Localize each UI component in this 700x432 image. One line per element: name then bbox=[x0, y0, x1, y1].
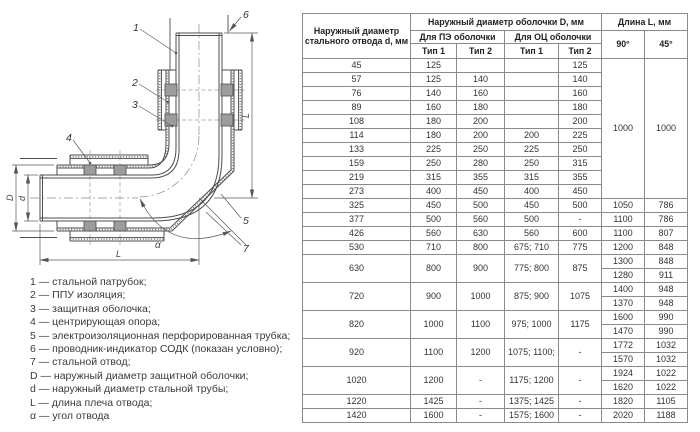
dim-L-horizontal-label: L bbox=[116, 249, 122, 259]
header-90deg: 90° bbox=[602, 31, 645, 59]
callout-7-label: 7 bbox=[243, 243, 249, 255]
table-cell: 1200 bbox=[411, 367, 457, 395]
table-cell: 920 bbox=[303, 339, 411, 367]
table-cell: 1220 bbox=[303, 395, 411, 409]
table-cell: 76 bbox=[303, 87, 411, 101]
callout-2-label: 2 bbox=[132, 77, 138, 89]
legend-item: d — наружный диаметр стальной трубы; bbox=[30, 383, 229, 396]
header-oc-casing: Для ОЦ оболочки bbox=[505, 31, 602, 44]
table-cell: 125 bbox=[559, 59, 602, 73]
header-oc-type2: Тип 2 bbox=[559, 44, 602, 59]
table-row bbox=[303, 283, 688, 297]
table-cell: 786 bbox=[645, 213, 688, 227]
table-cell: 325 bbox=[303, 199, 411, 213]
table-cell: 875; 900 bbox=[505, 283, 559, 311]
table-cell: 159 bbox=[303, 157, 411, 171]
table-cell: 57 bbox=[303, 73, 411, 87]
table-cell: 720 bbox=[303, 283, 411, 311]
table-cell: 500 bbox=[505, 213, 559, 227]
table-cell: 1020 bbox=[303, 367, 411, 395]
table-cell: 911 bbox=[645, 269, 688, 283]
table-cell: 180 bbox=[411, 115, 457, 129]
table-cell: 315 bbox=[559, 157, 602, 171]
table-cell: 948 bbox=[645, 297, 688, 311]
table-row bbox=[303, 409, 688, 423]
table-cell bbox=[505, 59, 559, 73]
table-cell: 45 bbox=[303, 59, 411, 73]
table-cell: 450 bbox=[505, 199, 559, 213]
table-cell bbox=[505, 101, 559, 115]
table-cell: 630 bbox=[303, 255, 411, 283]
table-cell: 200 bbox=[559, 115, 602, 129]
table-cell: 355 bbox=[559, 171, 602, 185]
table-cell: - bbox=[559, 395, 602, 409]
table-cell: 225 bbox=[411, 143, 457, 157]
table-cell: 820 bbox=[303, 311, 411, 339]
table-cell: 1575; 1600 bbox=[505, 409, 559, 423]
table-cell: 140 bbox=[457, 73, 505, 87]
table-cell: 140 bbox=[559, 73, 602, 87]
table-cell: 1175 bbox=[559, 311, 602, 339]
table-cell: - bbox=[559, 213, 602, 227]
table-cell: 1420 bbox=[303, 409, 411, 423]
table-cell: - bbox=[559, 339, 602, 367]
table-cell: 315 bbox=[411, 171, 457, 185]
header-length-group: Длина L, мм bbox=[602, 14, 688, 31]
table-cell: 786 bbox=[645, 199, 688, 213]
table-row bbox=[303, 367, 688, 381]
table-cell: 125 bbox=[411, 73, 457, 87]
table-cell: 560 bbox=[411, 227, 457, 241]
table-cell: 800 bbox=[411, 255, 457, 283]
table-cell: 200 bbox=[505, 129, 559, 143]
elbow-diagram bbox=[0, 0, 300, 270]
table-cell: - bbox=[559, 367, 602, 395]
table-cell: 848 bbox=[645, 241, 688, 255]
legend-item: 6 — проводник-индикатор СОДК (показан условно); bbox=[30, 343, 283, 356]
table-cell: 1000 bbox=[602, 59, 645, 199]
table-row bbox=[303, 395, 688, 409]
table-cell: 1772 bbox=[602, 339, 645, 353]
table-row bbox=[303, 59, 688, 73]
legend-item: L — длина плеча отвода; bbox=[30, 396, 153, 409]
table-cell: 1000 bbox=[411, 311, 457, 339]
table-cell: 1400 bbox=[602, 283, 645, 297]
header-pe-type2: Тип 2 bbox=[457, 44, 505, 59]
table-cell: 1032 bbox=[645, 353, 688, 367]
table-cell: - bbox=[457, 395, 505, 409]
table-cell: 133 bbox=[303, 143, 411, 157]
table-cell: 630 bbox=[457, 227, 505, 241]
legend-item: 3 — защитная оболочка; bbox=[30, 302, 151, 315]
steel-pipe bbox=[40, 33, 222, 221]
table-cell: 1200 bbox=[602, 241, 645, 255]
table-cell: 450 bbox=[559, 185, 602, 199]
table-cell: 250 bbox=[457, 143, 505, 157]
dimension-lines bbox=[12, 33, 258, 265]
dim-D-label: D bbox=[5, 194, 15, 201]
table-cell: 1000 bbox=[645, 59, 688, 199]
table-cell: 400 bbox=[411, 185, 457, 199]
table-cell: 250 bbox=[559, 143, 602, 157]
table-row bbox=[303, 213, 688, 227]
table-row bbox=[303, 227, 688, 241]
table-cell: 355 bbox=[457, 171, 505, 185]
table-cell: 1100 bbox=[602, 227, 645, 241]
table-cell: 250 bbox=[505, 157, 559, 171]
table-cell: 180 bbox=[559, 101, 602, 115]
table-cell: 675; 710 bbox=[505, 241, 559, 255]
table-cell: 990 bbox=[645, 311, 688, 325]
table-row bbox=[303, 311, 688, 325]
table-cell: 1600 bbox=[411, 409, 457, 423]
header-pe-type1: Тип 1 bbox=[411, 44, 457, 59]
table-cell: 1375; 1425 bbox=[505, 395, 559, 409]
callout-6-label: 6 bbox=[243, 9, 249, 21]
table-row bbox=[303, 241, 688, 255]
table-cell bbox=[505, 115, 559, 129]
table-cell: 315 bbox=[505, 171, 559, 185]
table-cell: 1570 bbox=[602, 353, 645, 367]
table-cell: 1188 bbox=[645, 409, 688, 423]
legend-item: 7 — стальной отвод; bbox=[30, 356, 131, 369]
table-cell: 377 bbox=[303, 213, 411, 227]
table-cell: 2020 bbox=[602, 409, 645, 423]
table-cell: 280 bbox=[457, 157, 505, 171]
table-cell: 114 bbox=[303, 129, 411, 143]
table-cell bbox=[457, 59, 505, 73]
table-cell: 775 bbox=[559, 241, 602, 255]
table-row bbox=[303, 199, 688, 213]
table-cell bbox=[505, 87, 559, 101]
table-cell: - bbox=[457, 367, 505, 395]
table-cell: 1620 bbox=[602, 381, 645, 395]
dim-L-vertical-label: L bbox=[241, 112, 251, 118]
table-cell: 500 bbox=[411, 213, 457, 227]
legend-item: α — угол отвода bbox=[30, 410, 110, 423]
table-cell: 500 bbox=[559, 199, 602, 213]
table-cell: 560 bbox=[457, 213, 505, 227]
sodk-wires bbox=[20, 15, 228, 238]
table-cell: 160 bbox=[559, 87, 602, 101]
table-cell: 250 bbox=[411, 157, 457, 171]
table-cell: 530 bbox=[303, 241, 411, 255]
legend bbox=[30, 276, 298, 423]
table-body bbox=[303, 59, 688, 423]
table-cell: - bbox=[457, 409, 505, 423]
table-cell: 1075; 1100; bbox=[505, 339, 559, 367]
table-cell: 1075 bbox=[559, 283, 602, 311]
table-cell: 450 bbox=[411, 199, 457, 213]
table-cell: 900 bbox=[457, 255, 505, 283]
dimensions-table bbox=[302, 13, 688, 423]
table-cell: 125 bbox=[411, 59, 457, 73]
table-cell: 1300 bbox=[602, 255, 645, 269]
callout-1-label: 1 bbox=[133, 22, 139, 34]
table-cell: 560 bbox=[505, 227, 559, 241]
header-oc-type1: Тип 1 bbox=[505, 44, 559, 59]
table-cell: 1000 bbox=[457, 283, 505, 311]
table-cell: 1050 bbox=[602, 199, 645, 213]
callout-4-label: 4 bbox=[66, 132, 72, 144]
dim-d-label: d bbox=[17, 195, 27, 201]
table-cell: 225 bbox=[559, 129, 602, 143]
table-cell: 108 bbox=[303, 115, 411, 129]
table-cell: 200 bbox=[457, 115, 505, 129]
table-cell: 225 bbox=[505, 143, 559, 157]
table-row bbox=[303, 339, 688, 353]
header-45deg: 45° bbox=[645, 31, 688, 59]
table-cell: 160 bbox=[457, 87, 505, 101]
legend-item: D — наружный диаметр защитной оболочки; bbox=[30, 369, 249, 382]
table-cell: 89 bbox=[303, 101, 411, 115]
table-cell: 1470 bbox=[602, 325, 645, 339]
table-cell: 600 bbox=[559, 227, 602, 241]
table-cell: 948 bbox=[645, 283, 688, 297]
callout-3-label: 3 bbox=[132, 99, 138, 111]
table-cell: 1370 bbox=[602, 297, 645, 311]
table-cell: 160 bbox=[411, 101, 457, 115]
table-cell: 900 bbox=[411, 283, 457, 311]
table-cell: 848 bbox=[645, 255, 688, 269]
table-cell: 1100 bbox=[411, 339, 457, 367]
header-steel-diameter: Наружный диаметр стального отвода d, мм bbox=[303, 14, 411, 59]
header-casing-diameter-group: Наружный диаметр оболочки D, мм bbox=[411, 14, 602, 31]
table-cell: 1600 bbox=[602, 311, 645, 325]
table-cell: 400 bbox=[505, 185, 559, 199]
table-cell bbox=[505, 73, 559, 87]
header-pe-casing: Для ПЭ оболочки bbox=[411, 31, 505, 44]
table-cell: 1175; 1200 bbox=[505, 367, 559, 395]
table-cell: 710 bbox=[411, 241, 457, 255]
callout-5-label: 5 bbox=[243, 215, 249, 227]
table-cell: 807 bbox=[645, 227, 688, 241]
table-cell: 1280 bbox=[602, 269, 645, 283]
table-cell: 875 bbox=[559, 255, 602, 283]
table-cell: 800 bbox=[457, 241, 505, 255]
table-cell: 1200 bbox=[457, 339, 505, 367]
legend-item: 1 — стальной патрубок; bbox=[30, 276, 147, 288]
table-row bbox=[303, 255, 688, 269]
table-cell: 1100 bbox=[457, 311, 505, 339]
table-cell: 1425 bbox=[411, 395, 457, 409]
legend-item: 4 — центрирующая опора; bbox=[30, 316, 161, 329]
table-cell: 219 bbox=[303, 171, 411, 185]
table-cell: 180 bbox=[411, 129, 457, 143]
callout-leaders bbox=[73, 17, 241, 245]
dim-alpha-label: α bbox=[155, 240, 161, 251]
table-cell: 975; 1000 bbox=[505, 311, 559, 339]
table-cell: - bbox=[559, 409, 602, 423]
table-cell: 273 bbox=[303, 185, 411, 199]
table-cell: 1100 bbox=[602, 213, 645, 227]
table-cell: 200 bbox=[457, 129, 505, 143]
table-cell: 775; 800 bbox=[505, 255, 559, 283]
legend-item: 5 — электроизоляционная перфорированная трубка; bbox=[30, 329, 291, 342]
table-cell: 990 bbox=[645, 325, 688, 339]
table-cell: 500 bbox=[457, 199, 505, 213]
legend-item: 2 — ППУ изоляция; bbox=[30, 289, 126, 302]
table-cell: 140 bbox=[411, 87, 457, 101]
table-cell: 1032 bbox=[645, 339, 688, 353]
table-cell: 1924 bbox=[602, 367, 645, 381]
table-cell: 1022 bbox=[645, 381, 688, 395]
table-cell: 1820 bbox=[602, 395, 645, 409]
table-cell: 450 bbox=[457, 185, 505, 199]
table-cell: 1105 bbox=[645, 395, 688, 409]
table-cell: 180 bbox=[457, 101, 505, 115]
dimensions-table-wrap bbox=[302, 13, 688, 423]
table-cell: 1022 bbox=[645, 367, 688, 381]
table-cell: 426 bbox=[303, 227, 411, 241]
